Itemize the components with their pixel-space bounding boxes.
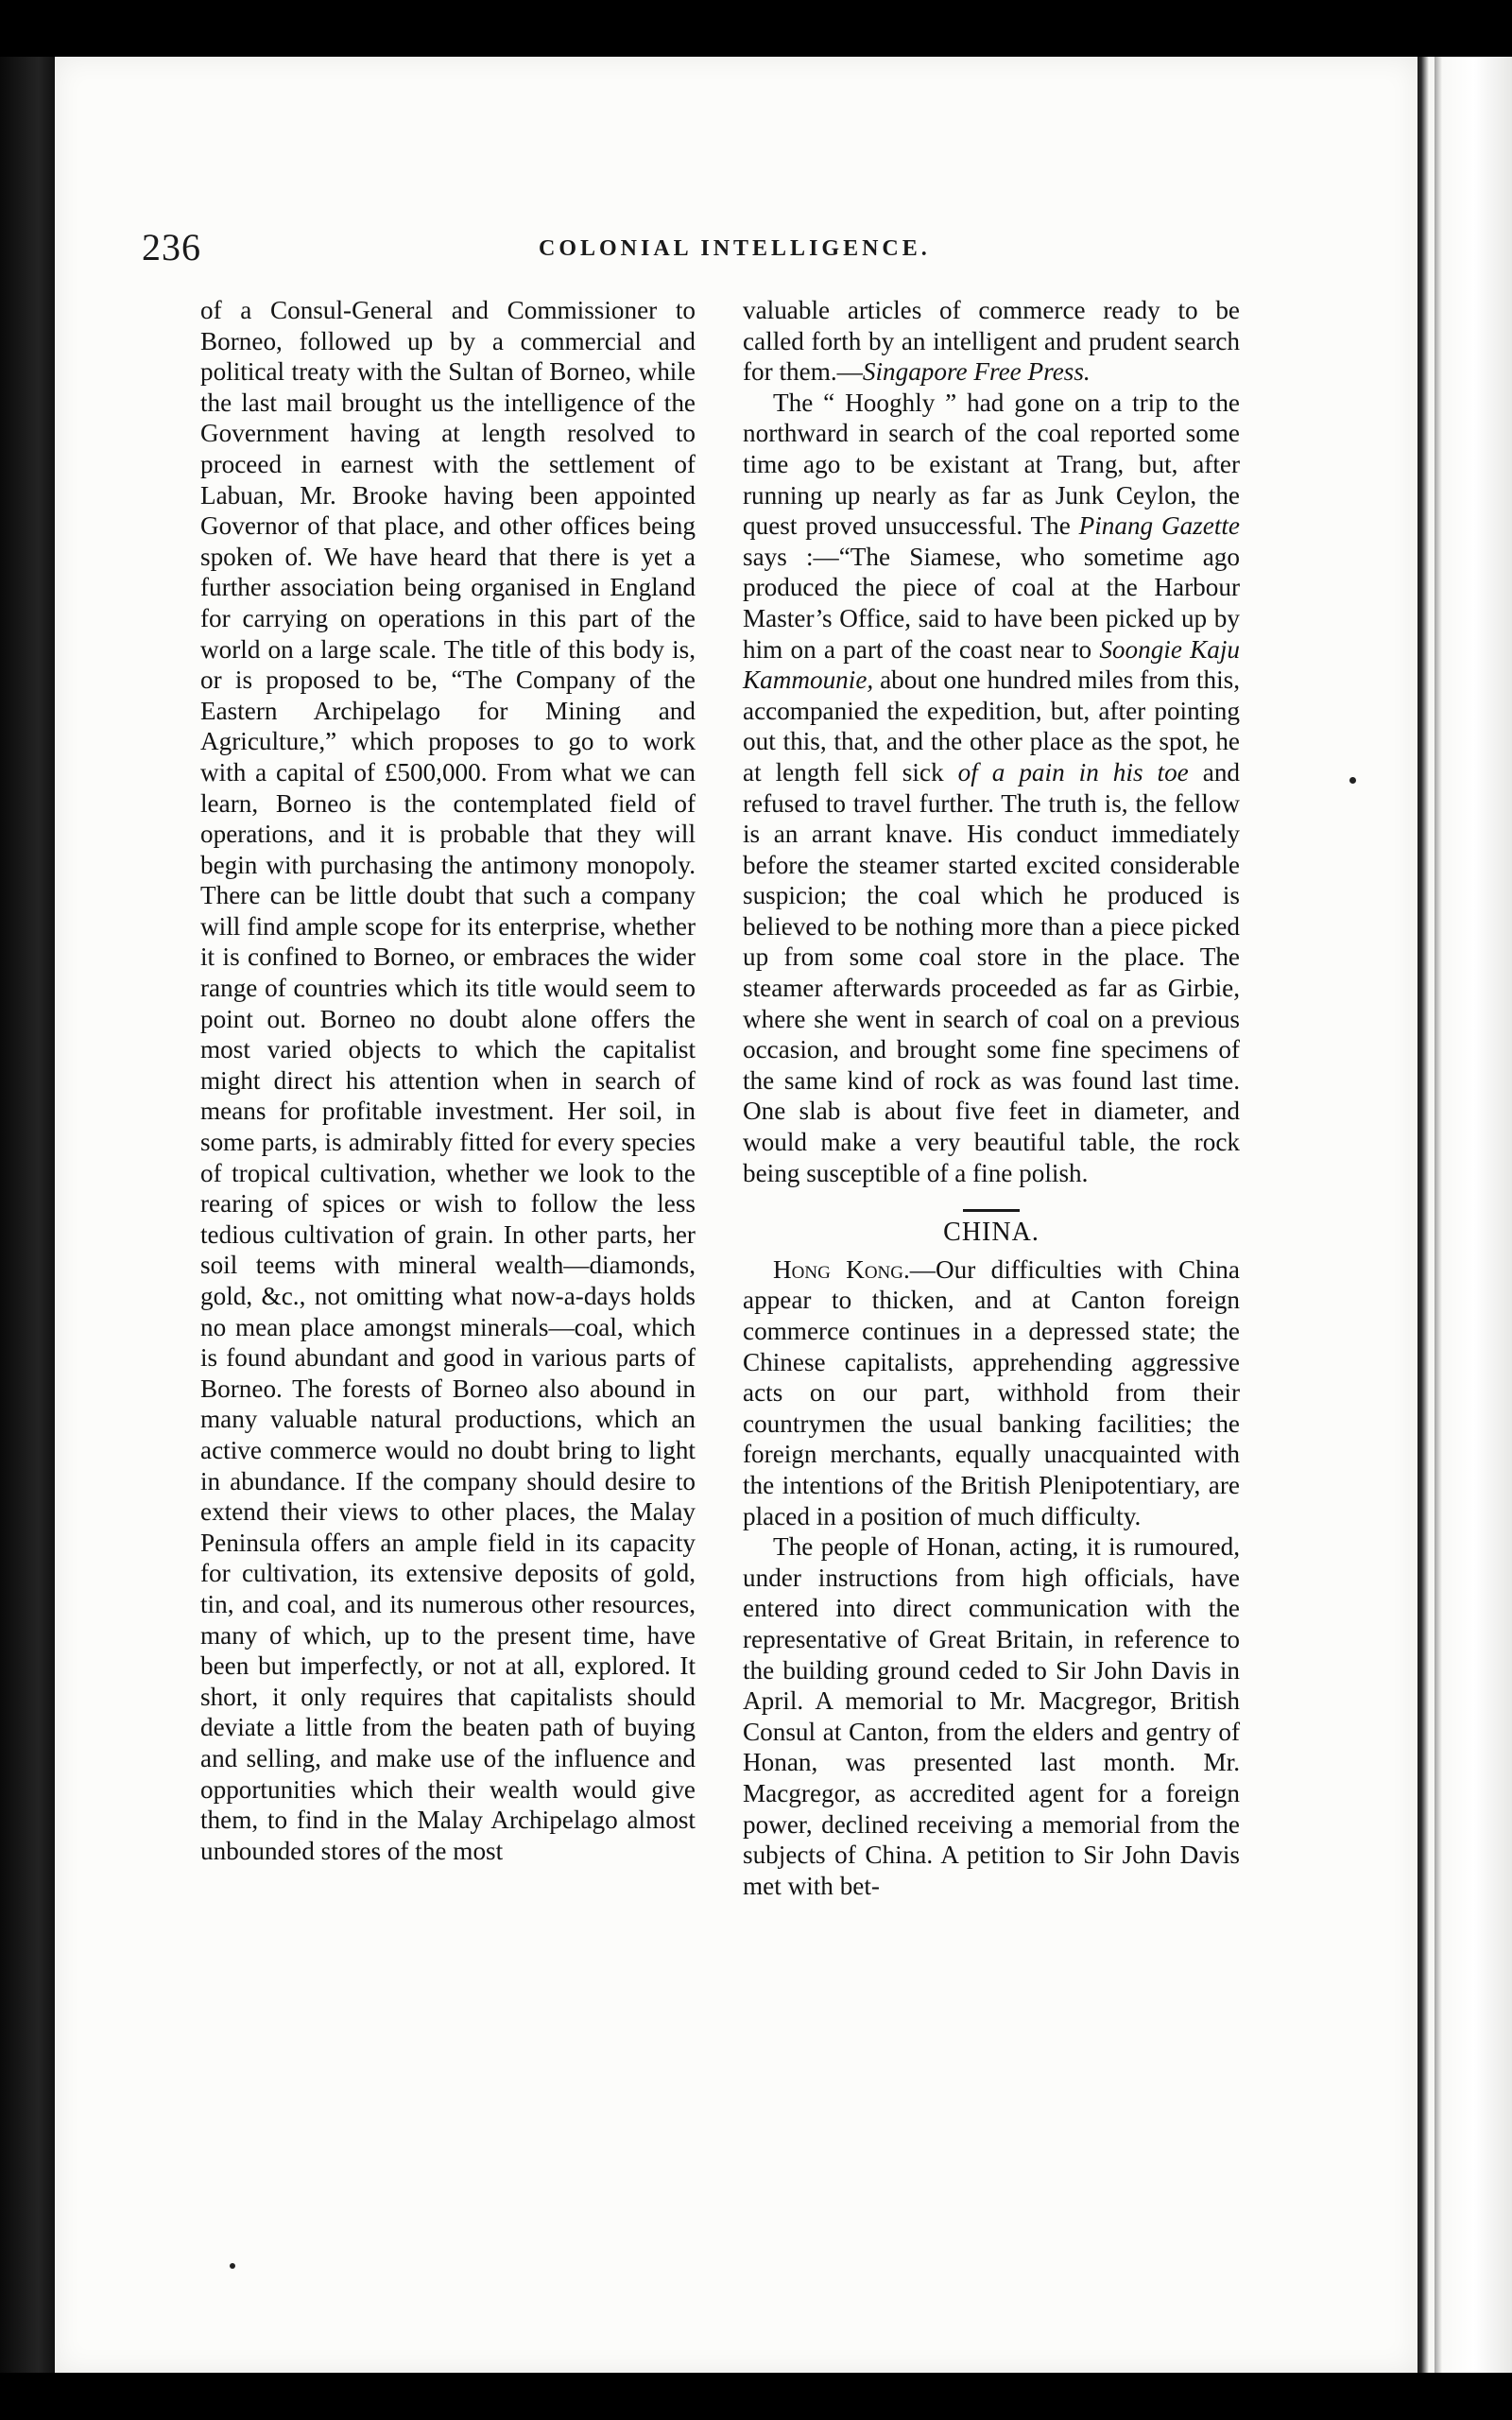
left-column [200, 295, 696, 1866]
hong-kong-paragraph [743, 1254, 1240, 1531]
place-name: Soongie Kaju Kammounie, [743, 634, 1240, 695]
running-head: COLONIAL INTELLIGENCE. [539, 236, 931, 261]
page-number: 236 [142, 226, 201, 268]
section-divider [963, 1209, 1020, 1212]
left-paragraph: of a Consul-General and Commissioner to Borneo, followed up by a commercial and political treaty with the Sultan of Borneo, while the last mail brought us the intelligence of the Government having at length resolved to proceed in earnest with the settlement of Labuan, Mr. Brooke having been appointed Governor of that place, and other offices being spoken of. We have heard that there is yet a further association being organised in England for carrying on operations in this part of the world on a large scale. The title of this body is, or is proposed to be, “The Company of the Eastern Archipelago for Mining and Agriculture,” which proposes to go to work with a capital of £500,000. From what we can learn, Borneo is the contemplated field of operations, and it is probable that they will begin with purchasing the antimony monopoly. There can be little doubt that such a company will find ample scope for its enterprise, whether it is confined to Borneo, or embraces the wider range of countries which its title would seem to point out. Borneo no doubt alone offers the most varied objects to which the capitalist might direct his attention when in search of means for profitable investment. Her soil, in some parts, is admirably fitted for every species of tropical cultivation, whether we look to the rearing of spices or wish to follow the less tedious cultivation of grain. In other parts, her soil teems with mineral wealth—diamonds, gold, &c., not omitting what now-a-days holds no mean place amongst minerals—coal, which is found abundant and good in various parts of Borneo. The forests of Borneo also abound in many valuable natural productions, which an active commerce would no doubt bring to light in abundance. If the company should desire to extend their views to other places, the Malay Peninsula offers an ample field in its capacity for cultivation, its extensive deposits of gold, tin, and coal, and its numerous other resources, many of which, up to the present time, have been but imperfectly, or not at all, explored. It short, it only requires that capitalists should deviate a little from the beaten path of buying and selling, and make use of the influence and opportunities which their wealth would give them, to find in the Malay Archipelago almost unbounded stores of the most [200, 296, 696, 1865]
paper-speck [230, 2263, 235, 2269]
emphasis-text: of a pain in his toe [957, 757, 1189, 786]
book-binding [0, 57, 55, 2373]
paragraph-text: The “ Hooghly ” had gone on a trip to the northward in search of the coal reported some time ago to be existant at Trang, but, after running up nearly as far as Junk Ceylon, the quest proved unsuccessful. The [743, 388, 1240, 541]
facing-page-edge [1418, 57, 1512, 2373]
source-citation: Singapore Free Press. [862, 357, 1091, 387]
gutter-shadow [1435, 57, 1442, 2373]
honan-paragraph: The people of Honan, acting, it is rumoured, under instructions from high officials, have entered into direct communication with the representative of Great Britain, in reference to the building ground ceded to Sir John Davis in April. A memorial to Mr. Macgregor, British Consul at Canton, from the elders and gentry of Honan, was presented last month. Mr. Macgregor, as accredited agent for a foreign power, declined receiving a memorial from the subjects of China. A petition to Sir John Davis met with bet- [743, 1532, 1240, 1900]
right-column [743, 295, 1240, 1901]
paper-speck [1349, 777, 1356, 784]
paragraph-text: —Our difficulties with China appear to thicken, and at Canton foreign commerce continues in a depressed state; the Chinese capitalists, apprehending aggressive acts on our part, withhold from their countrymen the usual banking facilities; the foreign merchants, equally unacquainted with the intentions of the British Plenipotentiary, are placed in a position of much difficulty. [743, 1254, 1240, 1530]
section-title: CHINA. [943, 1218, 1040, 1248]
paragraph-text: valuable articles of commerce ready to be called forth by an intelligent and prudent search for them.— [743, 296, 1240, 387]
newspaper-name: Pinang Gazette [1078, 511, 1240, 541]
right-paragraph-continuation [743, 295, 1240, 388]
dateline: Hong Kong. [773, 1254, 910, 1284]
paragraph-text: says :—“The Siamese, who sometime ago produced the piece of coal at the Harbour Master’s Office, said to have been picked up by him on a part of the coast near to [743, 542, 1240, 664]
paragraph-text: about one hundred miles from this, accompanied the expedition, but, after pointing out this, that, and the other place as the spot, he at length fell sick [743, 666, 1240, 786]
paragraph-text: and refused to travel further. The truth is, the fellow is an arrant knave. His conduct immediately before the steamer started excited considerable suspicion; the coal which he produced is believed to be nothing more than a piece picked up from some coal store in the place. The steamer afterwards proceeded as far as Girbie, where she went in search of coal on a previous occasion, and brought some fine specimens of the same kind of rock as was found last time. One slab is about five feet in diameter, and would make a very beautiful table, the rock being susceptible of a fine polish. [743, 757, 1241, 1187]
hooghly-paragraph [743, 388, 1240, 1188]
